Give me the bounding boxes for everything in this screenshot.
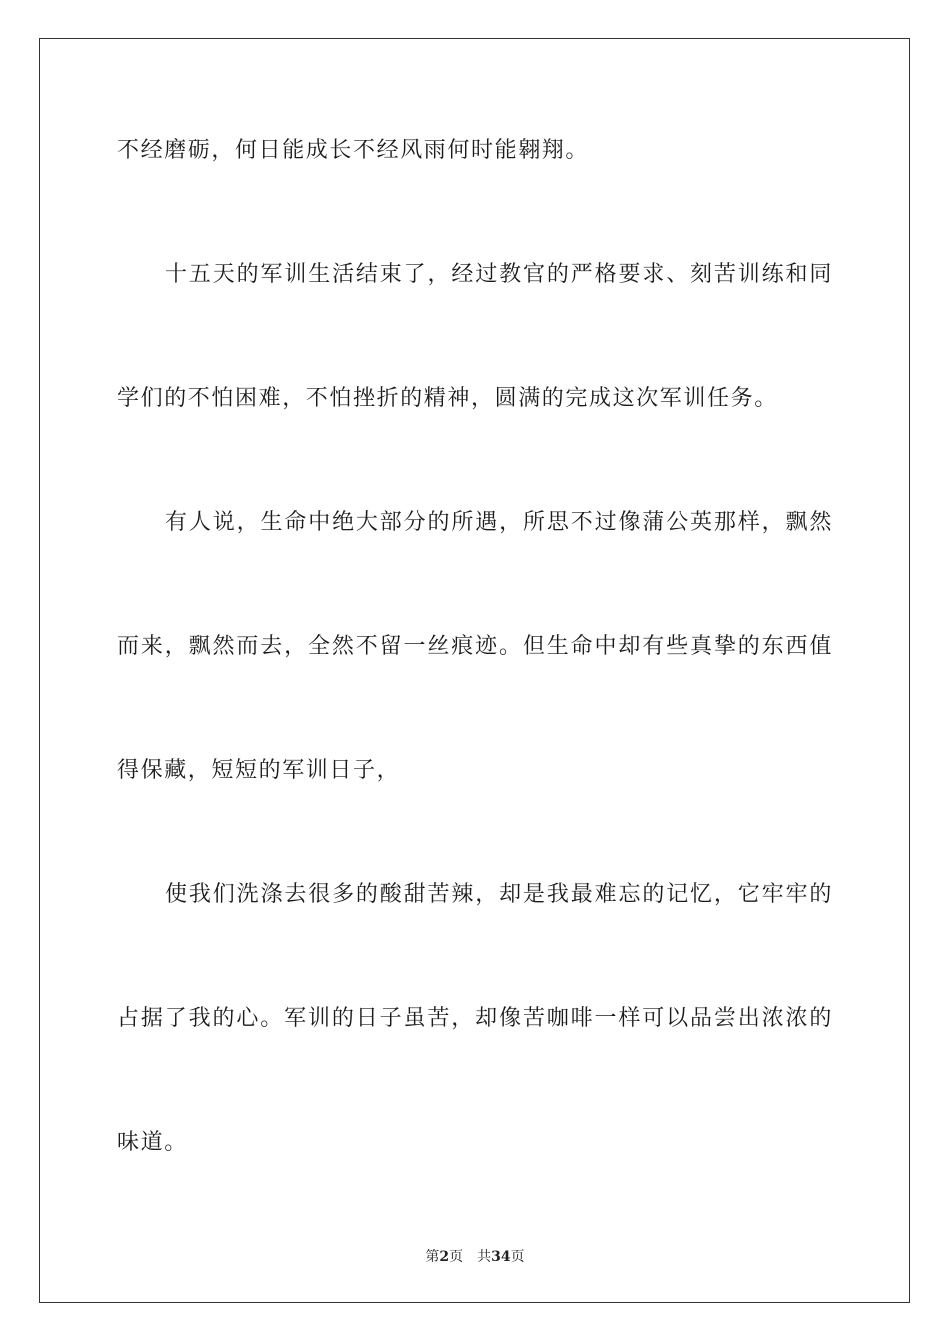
paragraph-1-line-1: 不经磨砺，何日能成长不经风雨何时能翱翔。 bbox=[117, 138, 590, 163]
footer-total-suffix: 页 bbox=[510, 1249, 525, 1265]
paragraph-4-line-1: 使我们洗涤去很多的酸甜苦辣，却是我最难忘的记忆，它牢牢的 bbox=[165, 882, 833, 907]
footer-total-pages: 34 bbox=[491, 1249, 511, 1265]
paragraph-3-line-3: 得保藏，短短的军训日子， bbox=[117, 758, 401, 783]
paragraph-4-line-3: 味道。 bbox=[117, 1130, 188, 1155]
paragraph-3-line-1: 有人说，生命中绝大部分的所遇，所思不过像蒲公英那样，飘然 bbox=[165, 510, 833, 535]
page-footer bbox=[0, 1247, 950, 1267]
paragraph-2-line-1: 十五天的军训生活结束了，经过教官的严格要求、刻苦训练和同 bbox=[165, 262, 833, 287]
footer-page-number: 2 bbox=[439, 1249, 450, 1265]
paragraph-3-line-2: 而来，飘然而去，全然不留一丝痕迹。但生命中却有些真挚的东西值 bbox=[117, 634, 833, 659]
footer-total-prefix: 共 bbox=[477, 1249, 492, 1265]
footer-page-suffix: 页 bbox=[449, 1249, 464, 1265]
paragraph-2-line-2: 学们的不怕困难，不怕挫折的精神，圆满的完成这次军训任务。 bbox=[117, 386, 778, 411]
page-border bbox=[39, 38, 910, 1303]
paragraph-4-line-2: 占据了我的心。军训的日子虽苦，却像苦咖啡一样可以品尝出浓浓的 bbox=[117, 1006, 833, 1031]
footer-page-prefix: 第 bbox=[425, 1249, 440, 1265]
